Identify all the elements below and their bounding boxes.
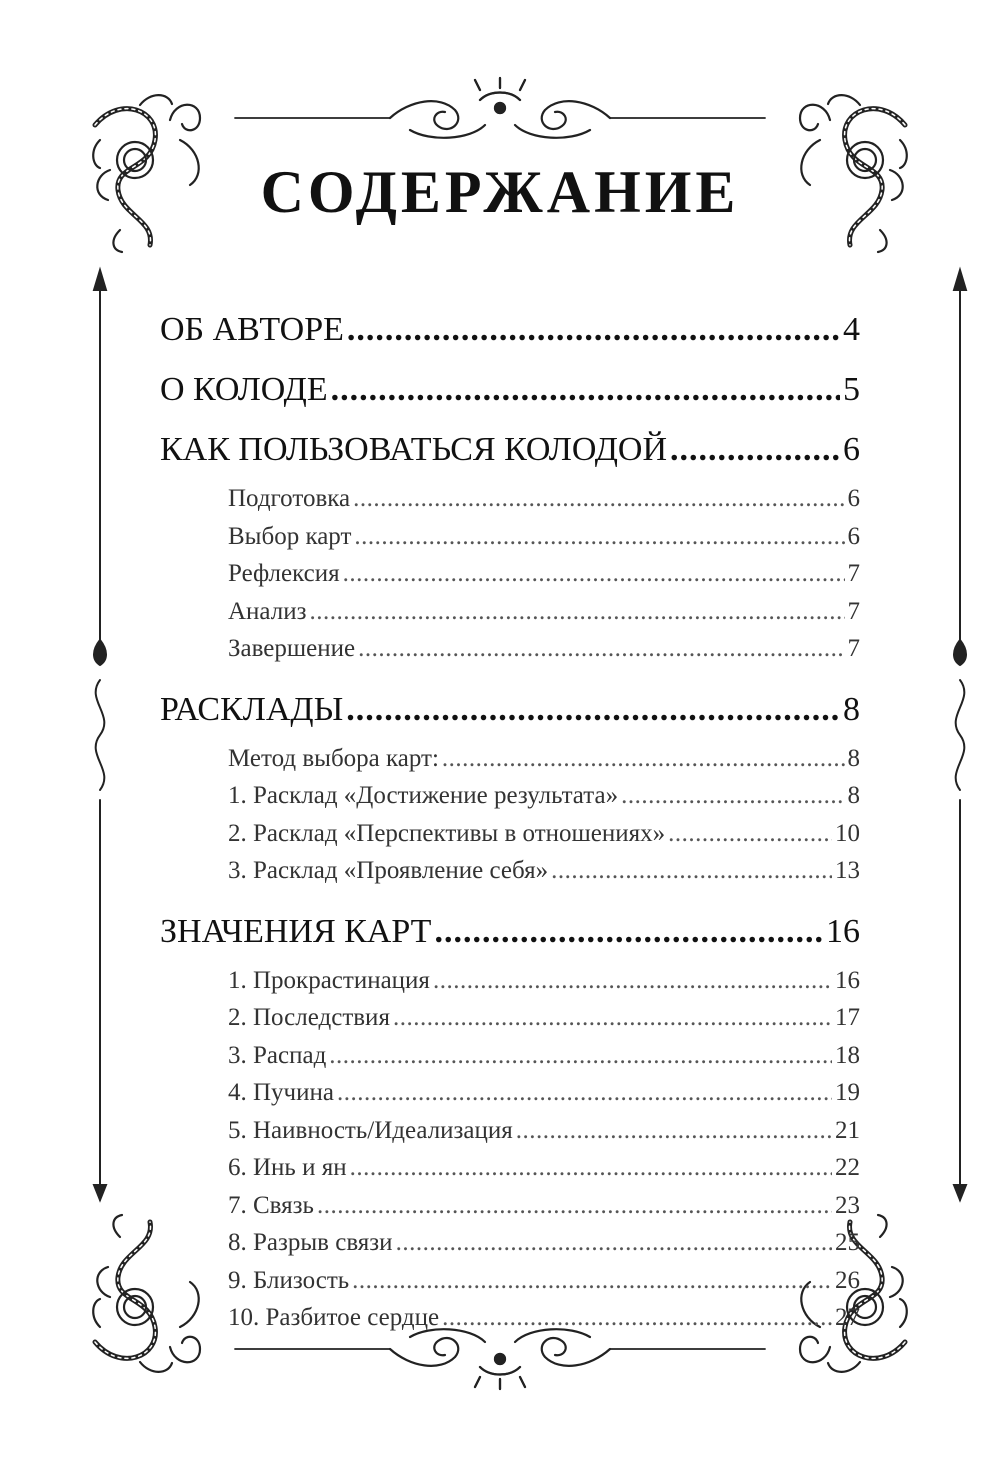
toc-leader-dots (331, 360, 840, 420)
toc-leader-dots (434, 902, 823, 962)
toc-subentry-page: 19 (835, 1079, 860, 1106)
toc-leader-dots (350, 1149, 832, 1187)
toc-subentry[interactable] (160, 1299, 860, 1337)
toc-entry-label: ЗНАЧЕНИЯ КАРТ (160, 912, 432, 950)
toc-subentry[interactable] (160, 518, 860, 556)
toc-leader-dots (396, 1224, 832, 1262)
toc-subentry[interactable] (160, 740, 860, 778)
toc-subentry-page: 10 (835, 819, 860, 847)
toc-subentry-label: 6. Инь и ян (228, 1154, 347, 1181)
toc-leader-dots (358, 630, 844, 668)
toc-leader-dots (621, 777, 844, 815)
section-gap (160, 890, 860, 902)
toc-subentry[interactable] (160, 1074, 860, 1112)
toc-leader-dots (393, 999, 832, 1037)
toc-leader-dots (337, 1074, 832, 1112)
toc-entry-howto[interactable] (160, 420, 860, 480)
toc-entry-label: РАСКЛАДЫ (160, 690, 344, 728)
toc-subentry-label: 5. Наивность/Идеализация (228, 1116, 513, 1144)
toc-subentry[interactable] (160, 962, 860, 1000)
toc-subentry-page: 17 (835, 1004, 860, 1031)
toc-leader-dots (433, 962, 832, 1000)
toc-entry-page: 5 (843, 371, 860, 408)
toc-leader-dots (354, 518, 844, 556)
toc-leader-dots (343, 555, 845, 593)
toc-entry-spreads[interactable] (160, 680, 860, 740)
toc-entry-page: 8 (843, 690, 860, 728)
toc-subentry-page: 26 (835, 1266, 860, 1294)
toc-leader-dots (346, 680, 840, 740)
toc-leader-dots (353, 480, 844, 518)
toc-subentry-label: 8. Разрыв связи (228, 1229, 393, 1256)
toc-subentry-page: 18 (835, 1041, 860, 1069)
toc-subentry-label: Подготовка (228, 485, 351, 512)
toc-subentry[interactable] (160, 480, 860, 518)
toc-subentry-label: 1. Прокрастинация (228, 966, 430, 994)
toc-leader-dots (309, 593, 844, 631)
toc-subentry-page: 6 (847, 485, 860, 512)
toc-leader-dots (670, 420, 840, 480)
toc-entry-deck[interactable] (160, 360, 860, 420)
toc-subentry-page: 7 (847, 560, 860, 587)
toc-entry-label: О КОЛОДЕ (160, 371, 328, 408)
toc-subentry-page: 16 (835, 966, 860, 994)
toc-subentry-page: 22 (835, 1154, 860, 1181)
toc-subentry-label: Метод выбора карт: (228, 744, 439, 772)
toc-subentry-label: 1. Расклад «Достижение результата» (228, 782, 619, 809)
page-title: СОДЕРЖАНИЕ (260, 159, 740, 225)
toc-entry-about[interactable] (160, 300, 860, 360)
toc-subentry[interactable] (160, 1149, 860, 1187)
toc-entry-label: ОБ АВТОРЕ (160, 311, 344, 348)
toc-subentry-page: 13 (835, 857, 860, 884)
toc-leader-dots (317, 1187, 832, 1225)
toc-entry-meanings[interactable] (160, 902, 860, 962)
toc-subentry-label: 2. Расклад «Перспективы в отношениях» (228, 819, 666, 847)
toc-subentry-page: 8 (847, 744, 860, 772)
toc-subentry-label: 3. Распад (228, 1041, 327, 1069)
toc-subentry[interactable] (160, 777, 860, 815)
toc-subentry-label: 4. Пучина (228, 1079, 334, 1106)
toc-subentry-label: 10. Разбитое сердце (228, 1304, 440, 1331)
toc-subentry[interactable] (160, 999, 860, 1037)
toc-subentry[interactable] (160, 1187, 860, 1225)
toc-subentry-label: Анализ (228, 597, 307, 625)
toc-leader-dots (516, 1112, 832, 1150)
toc-entry-page: 16 (826, 912, 860, 950)
toc-subentry-page: 7 (847, 635, 860, 662)
toc-leader-dots (347, 300, 840, 360)
toc-entry-label: КАК ПОЛЬЗОВАТЬСЯ КОЛОДОЙ (160, 431, 668, 468)
toc-subentry[interactable] (160, 1112, 860, 1150)
toc-subentry[interactable] (160, 630, 860, 668)
toc-subentry[interactable] (160, 1037, 860, 1075)
toc-subentry-label: Завершение (228, 635, 356, 662)
section-gap (160, 668, 860, 680)
toc-subentry[interactable] (160, 1224, 860, 1262)
toc-subentry[interactable] (160, 852, 860, 890)
toc-leader-dots (551, 852, 832, 890)
toc-subentry[interactable] (160, 815, 860, 853)
toc-subentry[interactable] (160, 1262, 860, 1300)
toc-subentry-page: 6 (847, 522, 860, 550)
toc-entry-page: 6 (843, 431, 860, 468)
toc-subentry-page: 25 (835, 1229, 860, 1256)
toc-leader-dots (668, 815, 832, 853)
toc-leader-dots (329, 1037, 832, 1075)
toc-subentry-page: 7 (847, 597, 860, 625)
toc-subentry[interactable] (160, 555, 860, 593)
toc-entry-page: 4 (843, 311, 860, 348)
toc-subentry-label: Выбор карт (228, 522, 352, 550)
toc-subentry-page: 23 (835, 1191, 860, 1219)
toc-subentry-label: Рефлексия (228, 560, 340, 587)
toc-subentry-page: 27 (835, 1304, 860, 1331)
toc-subentry-label: 2. Последствия (228, 1004, 390, 1031)
toc-subentry-page: 8 (847, 782, 860, 809)
toc-subentry[interactable] (160, 593, 860, 631)
toc-subentry-label: 9. Близость (228, 1266, 350, 1294)
toc-subentry-label: 3. Расклад «Проявление себя» (228, 857, 549, 884)
toc-leader-dots (352, 1262, 832, 1300)
toc-leader-dots (442, 740, 845, 778)
toc-leader-dots (442, 1299, 832, 1337)
toc-subentry-page: 21 (835, 1116, 860, 1144)
table-of-contents (160, 300, 860, 1337)
toc-subentry-label: 7. Связь (228, 1191, 314, 1219)
